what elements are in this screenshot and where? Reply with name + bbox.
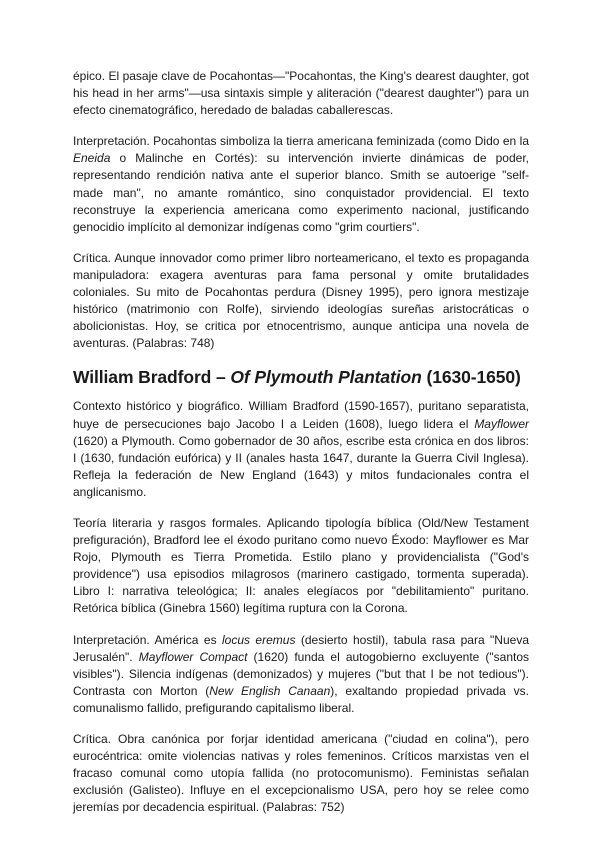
heading-work-title: Of Plymouth Plantation: [230, 367, 422, 388]
text-span: Interpretación. Pocahontas simboliza la tierra americana feminizada (como Dido en la: [73, 134, 529, 149]
text-span: Teoría literaria y rasgos formales. Aplicando tipología bíblica (Old/New Testament prefiguración), Bradford lee el éxodo puritano como nuevo Éxodo: Mayflower es Mar Rojo, Plymouth es Tierra Prometida. Estilo plano y providencialista ("God's providence") usa episodios milagrosos (marinero castigado, tormenta superada). Libro I: narrativa teleológica; II: anales elegíacos por "debilitamiento" puritano. Retórica bíblica (Ginebra 1560) legítima ruptura con la Corona.: [73, 515, 529, 616]
text-span: ), exaltando propiedad privada vs. comunalismo fallido, prefigurando capitalismo liberal.: [73, 683, 530, 715]
italic-title: Mayflower Compact: [138, 649, 248, 664]
page-content: [73, 68, 529, 816]
paragraph-pocahontas-passage: [73, 68, 529, 119]
text-span: (1620) funda el autogobierno excluyente ("santos visibles"). Silencia indígenas (demonizados) y mujeres ("but that I be not tedious"). Contrasta con Morton (: [73, 649, 530, 698]
text-span: épico. El pasaje clave de Pocahontas—"Pocahontas, the King's dearest daughter, got his head in her arms"—usa sintaxis simple y aliteración ("dearest daughter") para un efecto cinematográfico, heredado de baladas caballerescas.: [73, 69, 529, 118]
paragraph-contexto-bradford: [73, 398, 529, 501]
text-span: Crítica. Aunque innovador como primer libro norteamericano, el texto es propaganda manipuladora: exagera aventuras para fama personal y omite brutalidades coloniales. Su mito de Pocahontas perdura (Disney 1995), pero ignora mestizaje histórico (matrimonio con Rolfe), sirviendo ideologías sureñas aristocráticas o abolicionistas. Hoy, se critica por etnocentrismo, aunque anticipa una novela de aventuras. (Palabras: 748): [73, 250, 529, 351]
paragraph-teoria-bradford: [73, 515, 529, 618]
text-span: (desierto hostil), tabula rasa para "Nueva Jerusalén".: [73, 632, 529, 664]
paragraph-critica-smith: [73, 250, 529, 353]
paragraph-interpretacion-smith: [73, 133, 529, 236]
italic-title: Mayflower: [474, 416, 529, 431]
italic-term: locus eremus: [222, 632, 296, 647]
paragraph-critica-bradford: [73, 731, 529, 816]
paragraph-interpretacion-bradford: [73, 632, 529, 717]
section-heading-bradford: [73, 366, 529, 388]
text-span: o Malinche en Cortés): su intervención invierte dinámicas de poder, representando rendición nativa ante el superior blanco. Smith se autoerige "self-made man", no amante romántico, sino conquistador providencial. El texto reconstruye la experiencia americana como experimento nacional, justificando genocidio implícito al demonizar indígenas como "grim courtiers".: [73, 151, 529, 234]
heading-author: William Bradford –: [73, 367, 231, 388]
text-span: Interpretación. América es: [73, 632, 222, 647]
text-span: Crítica. Obra canónica por forjar identidad americana ("ciudad en colina"), pero eurocéntrica: omite violencias nativas y roles femeninos. Críticos marxistas ven el fracaso comunal como utopía fallida (no protocomunismo). Feministas señalan exclusión (Galisteo). Influye en el excepcionalismo USA, pero hoy se relee como jeremías por decadencia espiritual. (Palabras: 752): [73, 732, 529, 815]
italic-title: New English Canaan: [209, 683, 331, 698]
text-span: (1620) a Plymouth. Como gobernador de 30 años, escribe esta crónica en dos libros: I (1630, fundación eufórica) y II (anales hasta 1647, durante la Guerra Civil Inglesa). Refleja la federación de New England (1643) y mitos fundacionales contra el anglicanismo.: [73, 433, 529, 499]
italic-title: Eneida: [73, 151, 111, 166]
heading-dates: (1630-1650): [421, 367, 521, 388]
text-span: Contexto histórico y biográfico. William Bradford (1590-1657), puritano separatista, huye de persecuciones bajo Jacobo I a Leiden (1608), luego lidera el: [73, 399, 529, 431]
